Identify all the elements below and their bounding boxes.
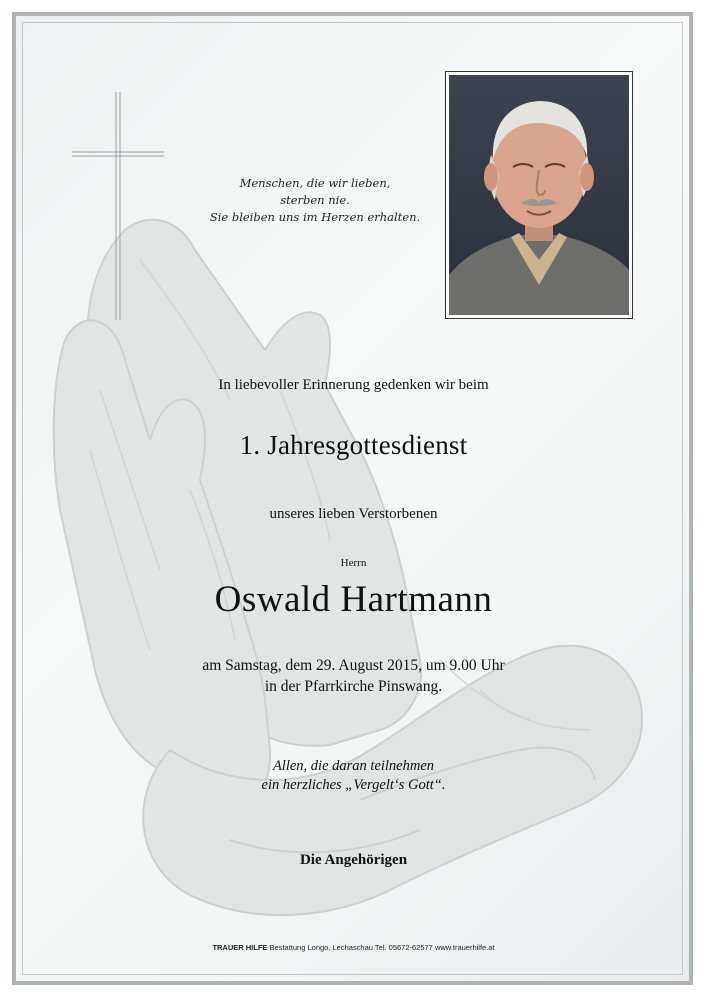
- deceased-name: Oswald Hartmann: [214, 579, 493, 620]
- deceased-intro: unseres lieben Verstorbenen: [269, 506, 438, 522]
- intro-text: In liebevoller Erinnerung gedenken wir beim: [218, 377, 489, 393]
- quote-line-1: Menschen, die wir lieben,: [239, 176, 391, 190]
- service-title: 1. Jahresgottesdienst: [239, 430, 468, 460]
- thanks-line-1: Allen, die daran teilnehmen: [272, 758, 435, 774]
- cross-icon: [72, 92, 164, 320]
- quote-line-2: sterben nie.: [280, 193, 350, 207]
- portrait-frame: [445, 71, 633, 319]
- thanks-line-2: ein herzliches „Vergelt‘s Gott“.: [261, 777, 446, 793]
- quote-line-3: Sie bleiben uns im Herzen erhalten.: [209, 210, 421, 224]
- service-location: in der Pfarrkirche Pinswang.: [264, 678, 443, 695]
- footer-brand: TRAUER HILFE: [212, 943, 268, 952]
- portrait-photo: [449, 75, 629, 315]
- footer-details: Bestattung Longo, Lechaschau Tel. 05672-62577 www.trauerhilfe.at: [269, 943, 495, 952]
- honorific: Herrn: [340, 557, 367, 569]
- memorial-quote: [200, 175, 430, 226]
- footer-funeral-home: [40, 943, 667, 952]
- signature-family: Die Angehörigen: [299, 852, 408, 868]
- service-date: am Samstag, dem 29. August 2015, um 9.00 Uhr: [202, 657, 505, 674]
